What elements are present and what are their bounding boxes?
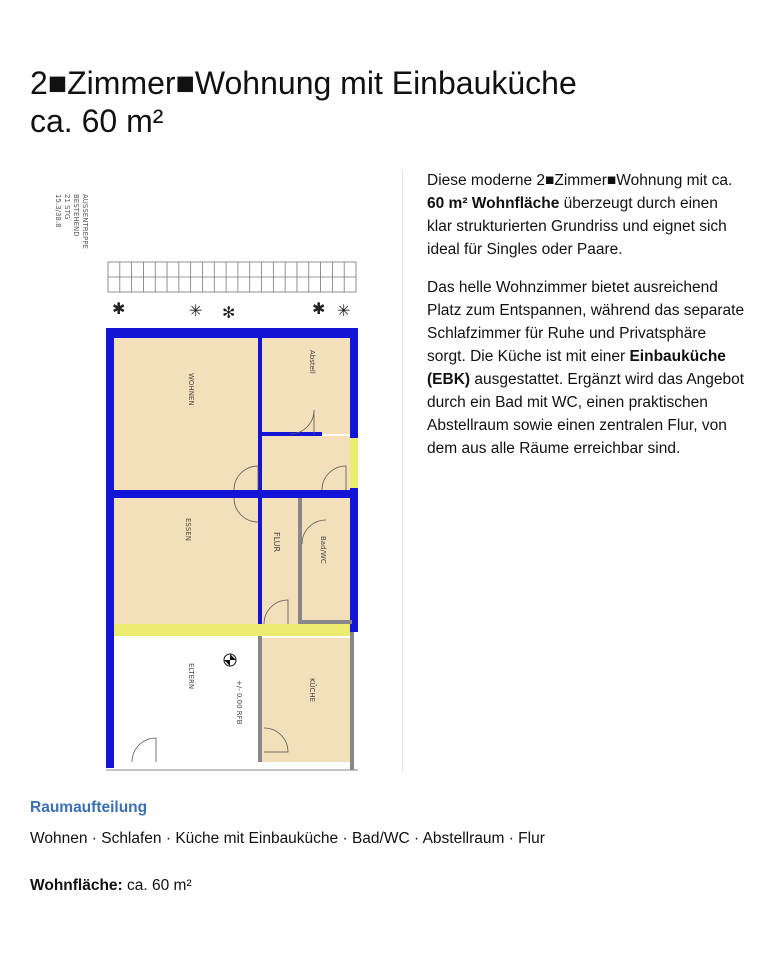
section-title-raumaufteilung: Raumaufteilung	[30, 799, 148, 816]
exterior-stairs	[108, 262, 356, 292]
room-label-wohnen: WOHNEN	[187, 373, 195, 406]
svg-text:✻: ✻	[222, 303, 236, 322]
living-area	[30, 877, 192, 895]
living-area-label: Wohnfläche:	[30, 877, 123, 894]
room-label-flur: FLUR	[272, 532, 281, 553]
svg-text:✳: ✳	[337, 301, 351, 320]
room-label-abstell: Abstell	[308, 350, 316, 374]
level-marker-icon	[224, 654, 236, 666]
description	[427, 169, 747, 475]
stair-note-line-2: BESTEHEND	[72, 194, 80, 237]
room-label-essen: ESSEN	[184, 518, 192, 541]
living-area-value: ca. 60 m²	[122, 877, 192, 894]
rooms-list: Wohnen · Schlafen · Küche mit Einbauküche · Bad/WC · Abstellraum · Flur	[30, 830, 545, 847]
svg-text:✱: ✱	[312, 299, 326, 318]
stair-note-line-4: 15.3/38.8	[54, 194, 62, 228]
stair-note-line-3: 21 STG	[63, 194, 71, 220]
room-label-eltern: ELTERN	[187, 663, 195, 690]
stair-note-line-1: AUSSENTREPPE	[81, 194, 89, 249]
title-line-1: 2■Zimmer■Wohnung mit Einbauküche	[30, 65, 577, 101]
room-label-kueche: KÜCHE	[308, 678, 316, 703]
room-label-bad: Bad/WC	[319, 536, 327, 564]
level-note: +/- 0.00 RFB	[235, 680, 243, 725]
stair-note	[54, 194, 89, 249]
svg-text:✱: ✱	[112, 299, 126, 318]
floor-plan-image	[34, 168, 406, 774]
column-divider	[402, 170, 403, 772]
plant-icons	[112, 299, 350, 322]
description-paragraph-1: Diese moderne 2■Zimmer■Wohnung mit ca. 60 m² Wohnfläche überzeugt durch einen klar strukturierten Grundriss und eignet sich ideal für Singles oder Paare.	[427, 172, 733, 258]
svg-text:✳: ✳	[189, 301, 203, 320]
description-paragraph-2: Das helle Wohnzimmer bietet ausreichend Platz zum Entspannen, während das separate Schlafzimmer für Ruhe und Privatsphäre sorgt. Die Küche ist mit einer Einbauküche (EBK) ausgestattet. Ergänzt wird das Angebot durch ein Bad mit WC, einen praktischen Abstellraum sowie einen zentralen Flur, von dem aus alle Räume erreichbar sind.	[427, 279, 745, 457]
page-title	[30, 64, 750, 140]
title-line-2: ca. 60 m²	[30, 103, 164, 139]
